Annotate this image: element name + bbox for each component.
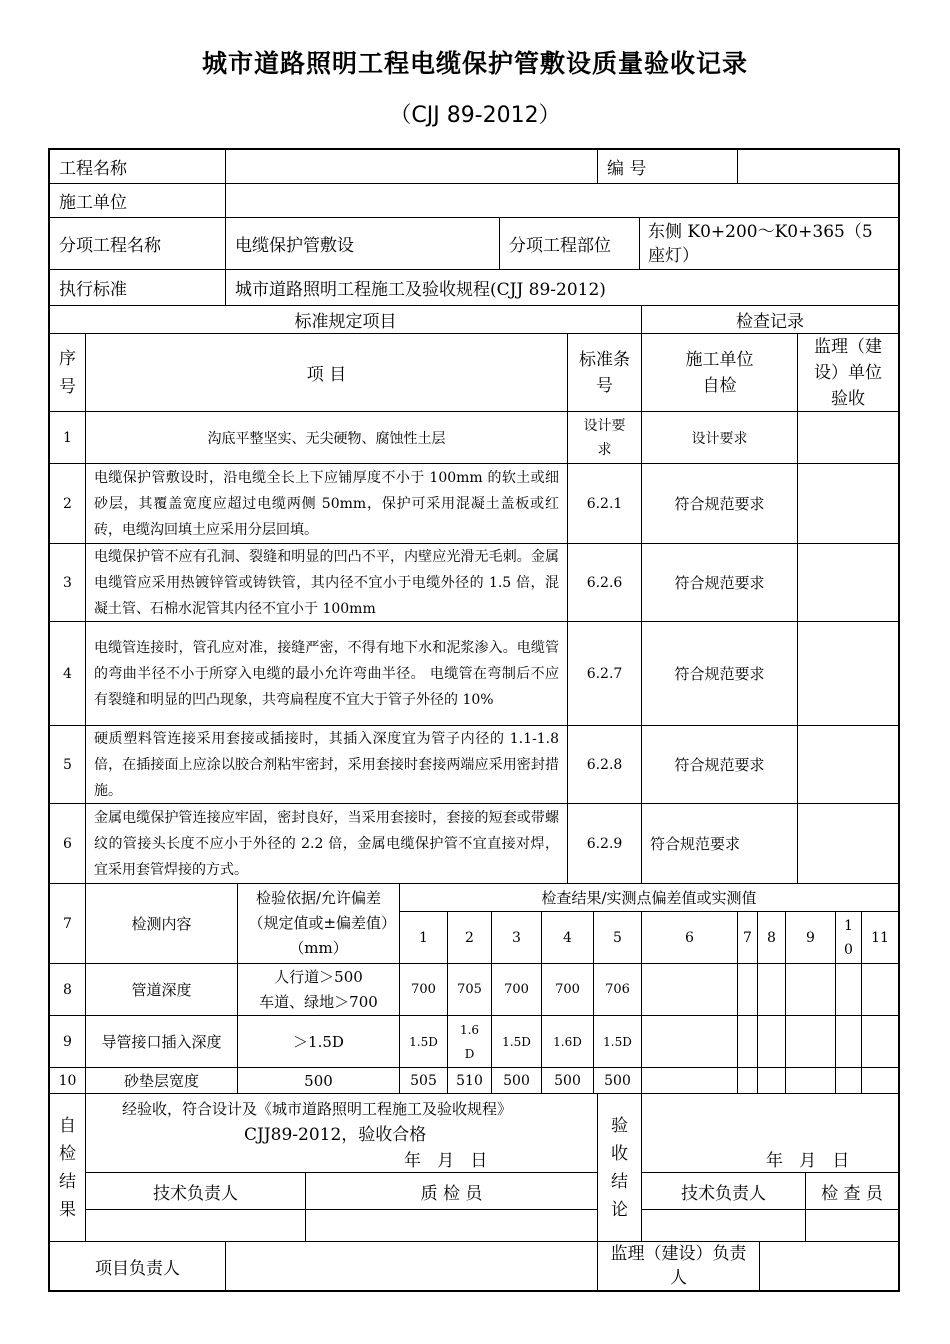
page-subtitle: （CJJ 89-2012）: [389, 103, 561, 128]
row-8-value-11[interactable]: [862, 964, 898, 1016]
row-10-value-3: 500: [492, 1068, 542, 1094]
row-8-value-9[interactable]: [786, 964, 836, 1016]
number-field[interactable]: [738, 150, 898, 184]
item-1-text: 沟底平整坚实、无尖硬物、腐蚀性土层: [86, 412, 568, 464]
self-check-conclusion-line-1: 经验收，符合设计及《城市道路照明工程施工及验收规程》: [122, 1100, 513, 1118]
point-3-header: 3: [492, 912, 542, 964]
row-8-value-6[interactable]: [642, 964, 738, 1016]
item-2-text: 电缆保护管敷设时，沿电缆全长上下应铺厚度不小于 100mm 的软土或细砂层，其覆盖宽度应超过电缆两侧 50mm，保护可采用混凝土盖板或红砖，电缆沟回填土应采用分层回填。: [86, 464, 568, 544]
contractor-check-header: 施工单位自检: [642, 334, 798, 412]
row-8-value-7[interactable]: [738, 964, 758, 1016]
item-6-accept[interactable]: [798, 804, 898, 884]
row-9-value-9[interactable]: [786, 1016, 836, 1068]
row-8-value-4: 700: [542, 964, 594, 1016]
row-9-value-3: 1.5D: [492, 1016, 542, 1068]
row-10-value-9[interactable]: [786, 1068, 836, 1094]
item-1-no: 1: [50, 412, 86, 464]
row-10-value-2: 510: [448, 1068, 492, 1094]
item-5-clause: 6.2.8: [568, 726, 642, 804]
row-9-no: 9: [50, 1016, 86, 1068]
self-check-tech-lead-label: 技术负责人: [86, 1173, 306, 1210]
item-4-text: 电缆管连接时，管孔应对准，接缝严密，不得有地下水和泥浆渗入。电缆管的弯曲半径不小于所穿入电缆的最小允许弯曲半径。 电缆管在弯制后不应有裂缝和明显的凹凸现象，共弯扁程度不宜大于管子外径的 10%: [86, 622, 568, 726]
item-6-no: 6: [50, 804, 86, 884]
measure-results-label: 检查结果/实测点偏差值或实测值: [400, 884, 898, 912]
standard-items-header: 标准规定项目: [50, 306, 642, 334]
project-name-label: 工程名称: [50, 150, 226, 184]
point-7-header: 7: [738, 912, 758, 964]
item-5-no: 5: [50, 726, 86, 804]
item-5-result: 符合规范要求: [642, 726, 798, 804]
project-manager-label: 项目负责人: [50, 1242, 226, 1290]
measure-content-label: 检测内容: [86, 884, 238, 964]
row-9-value-7[interactable]: [738, 1016, 758, 1068]
acceptance-tech-lead-signature[interactable]: [642, 1210, 806, 1242]
item-4-accept[interactable]: [798, 622, 898, 726]
item-4-clause: 6.2.7: [568, 622, 642, 726]
row-9-value-8[interactable]: [758, 1016, 786, 1068]
measure-basis-label: 检验依据/允许偏差（规定值或±偏差值）（mm）: [238, 884, 400, 964]
row-10-value-5: 500: [594, 1068, 642, 1094]
item-2-result: 符合规范要求: [642, 464, 798, 544]
point-6-header: 6: [642, 912, 738, 964]
point-9-header: 9: [786, 912, 836, 964]
row-10-value-10[interactable]: [836, 1068, 862, 1094]
row-8-basis-line-2: 车道、绿地＞700: [259, 992, 378, 1011]
project-manager-signature[interactable]: [226, 1242, 598, 1290]
row-9-value-2: 1.6D: [448, 1016, 492, 1068]
row-9-name: 导管接口插入深度: [86, 1016, 238, 1068]
location-label: 分项工程部位: [500, 218, 640, 270]
row-9-value-4: 1.6D: [542, 1016, 594, 1068]
item-2-no: 2: [50, 464, 86, 544]
item-header: 项 目: [86, 334, 568, 412]
acceptance-inspector-label: 检 查 员: [806, 1173, 898, 1210]
point-1-header: 1: [400, 912, 448, 964]
row-8-value-8[interactable]: [758, 964, 786, 1016]
self-check-quality-inspector-signature[interactable]: [306, 1210, 598, 1242]
acceptance-label: 验收结论: [598, 1094, 642, 1242]
acceptance-conclusion: [642, 1094, 898, 1172]
acceptance-inspector-signature[interactable]: [806, 1210, 898, 1242]
project-name-field[interactable]: [226, 150, 598, 184]
row-9-basis: ＞1.5D: [238, 1016, 400, 1068]
standard-value: 城市道路照明工程施工及验收规程(CJJ 89-2012): [226, 270, 898, 306]
item-2-clause: 6.2.1: [568, 464, 642, 544]
item-2-accept[interactable]: [798, 464, 898, 544]
contractor-label: 施工单位: [50, 184, 226, 218]
seq-header: 序号: [50, 334, 86, 412]
item-6-text: 金属电缆保护管连接应牢固，密封良好，当采用套接时，套接的短套或带螺纹的管接头长度不应小于外径的 2.2 倍，金属电缆保护管不宜直接对焊，宜采用套管焊接的方式。: [86, 804, 568, 884]
item-6-clause: 6.2.9: [568, 804, 642, 884]
row-10-value-7[interactable]: [738, 1068, 758, 1094]
row-8-value-5: 706: [594, 964, 642, 1016]
supervisor-signature[interactable]: [760, 1242, 898, 1290]
row-9-value-6[interactable]: [642, 1016, 738, 1068]
item-1-accept[interactable]: [798, 412, 898, 464]
row-9-value-11[interactable]: [862, 1016, 898, 1068]
item-3-clause: 6.2.6: [568, 544, 642, 622]
row-9-value-10[interactable]: [836, 1016, 862, 1068]
row-8-value-1: 700: [400, 964, 448, 1016]
standard-label: 执行标准: [50, 270, 226, 306]
self-check-quality-inspector-label: 质 检 员: [306, 1173, 598, 1210]
item-6-result: 符合规范要求: [642, 804, 798, 884]
inspection-record-header: 检查记录: [642, 306, 898, 334]
acceptance-tech-lead-label: 技术负责人: [642, 1173, 806, 1210]
item-3-accept[interactable]: [798, 544, 898, 622]
inspection-form: [48, 148, 900, 1292]
self-check-conclusion: [86, 1094, 598, 1172]
row-8-basis-line-1: 人行道＞500: [274, 967, 363, 986]
item-1-result: 设计要求: [642, 412, 798, 464]
row-8-value-3: 700: [492, 964, 542, 1016]
row-8-basis: [238, 964, 400, 1016]
self-check-label: 自检结果: [50, 1094, 86, 1242]
point-4-header: 4: [542, 912, 594, 964]
row-9-value-5: 1.5D: [594, 1016, 642, 1068]
row-10-value-4: 500: [542, 1068, 594, 1094]
self-check-date: 年 月 日: [404, 1151, 488, 1171]
row-10-no: 10: [50, 1068, 86, 1094]
item-4-result: 符合规范要求: [642, 622, 798, 726]
page-title: 城市道路照明工程电缆保护管敷设质量验收记录: [201, 49, 748, 78]
measure-header-no: 7: [50, 884, 86, 964]
item-3-no: 3: [50, 544, 86, 622]
row-8-no: 8: [50, 964, 86, 1016]
supervisor-accept-header: 监理（建设）单位验收: [798, 334, 898, 412]
acceptance-date: 年 月 日: [766, 1151, 850, 1171]
row-10-basis: 500: [238, 1068, 400, 1094]
row-9-value-1: 1.5D: [400, 1016, 448, 1068]
self-check-conclusion-line-2: CJJ89-2012，验收合格: [244, 1125, 427, 1145]
row-10-value-8[interactable]: [758, 1068, 786, 1094]
row-8-name: 管道深度: [86, 964, 238, 1016]
item-4-no: 4: [50, 622, 86, 726]
location-value: 东侧 K0+200～K0+365（5 座灯）: [640, 218, 898, 270]
subitem-value: 电缆保护管敷设: [226, 218, 500, 270]
row-10-value-6[interactable]: [642, 1068, 738, 1094]
point-10-header: 10: [836, 912, 862, 964]
point-8-header: 8: [758, 912, 786, 964]
point-5-header: 5: [594, 912, 642, 964]
supervisor-label: 监理（建设）负责人: [598, 1242, 760, 1290]
item-1-clause: 设计要求: [568, 412, 642, 464]
point-11-header: 11: [862, 912, 898, 964]
item-5-accept[interactable]: [798, 726, 898, 804]
row-8-value-10[interactable]: [836, 964, 862, 1016]
clause-header: 标准条号: [568, 334, 642, 412]
item-5-text: 硬质塑料管连接采用套接或插接时，其插入深度宜为管子内径的 1.1-1.8 倍，在插接面上应涂以胶合剂粘牢密封，采用套接时套接两端应采用密封措施。: [86, 726, 568, 804]
row-10-value-1: 505: [400, 1068, 448, 1094]
row-8-value-2: 705: [448, 964, 492, 1016]
point-2-header: 2: [448, 912, 492, 964]
number-label: 编 号: [598, 150, 738, 184]
contractor-field[interactable]: [226, 184, 898, 218]
item-3-result: 符合规范要求: [642, 544, 798, 622]
subitem-label: 分项工程名称: [50, 218, 226, 270]
item-3-text: 电缆保护管不应有孔洞、裂缝和明显的凹凸不平，内壁应光滑无毛刺。金属电缆管应采用热镀锌管或铸铁管，其内径不宜小于电缆外径的 1.5 倍，混凝土管、石棉水泥管其内径不宜小于 100mm: [86, 544, 568, 622]
self-check-tech-lead-signature[interactable]: [86, 1210, 306, 1242]
row-10-value-11[interactable]: [862, 1068, 898, 1094]
row-10-name: 砂垫层宽度: [86, 1068, 238, 1094]
